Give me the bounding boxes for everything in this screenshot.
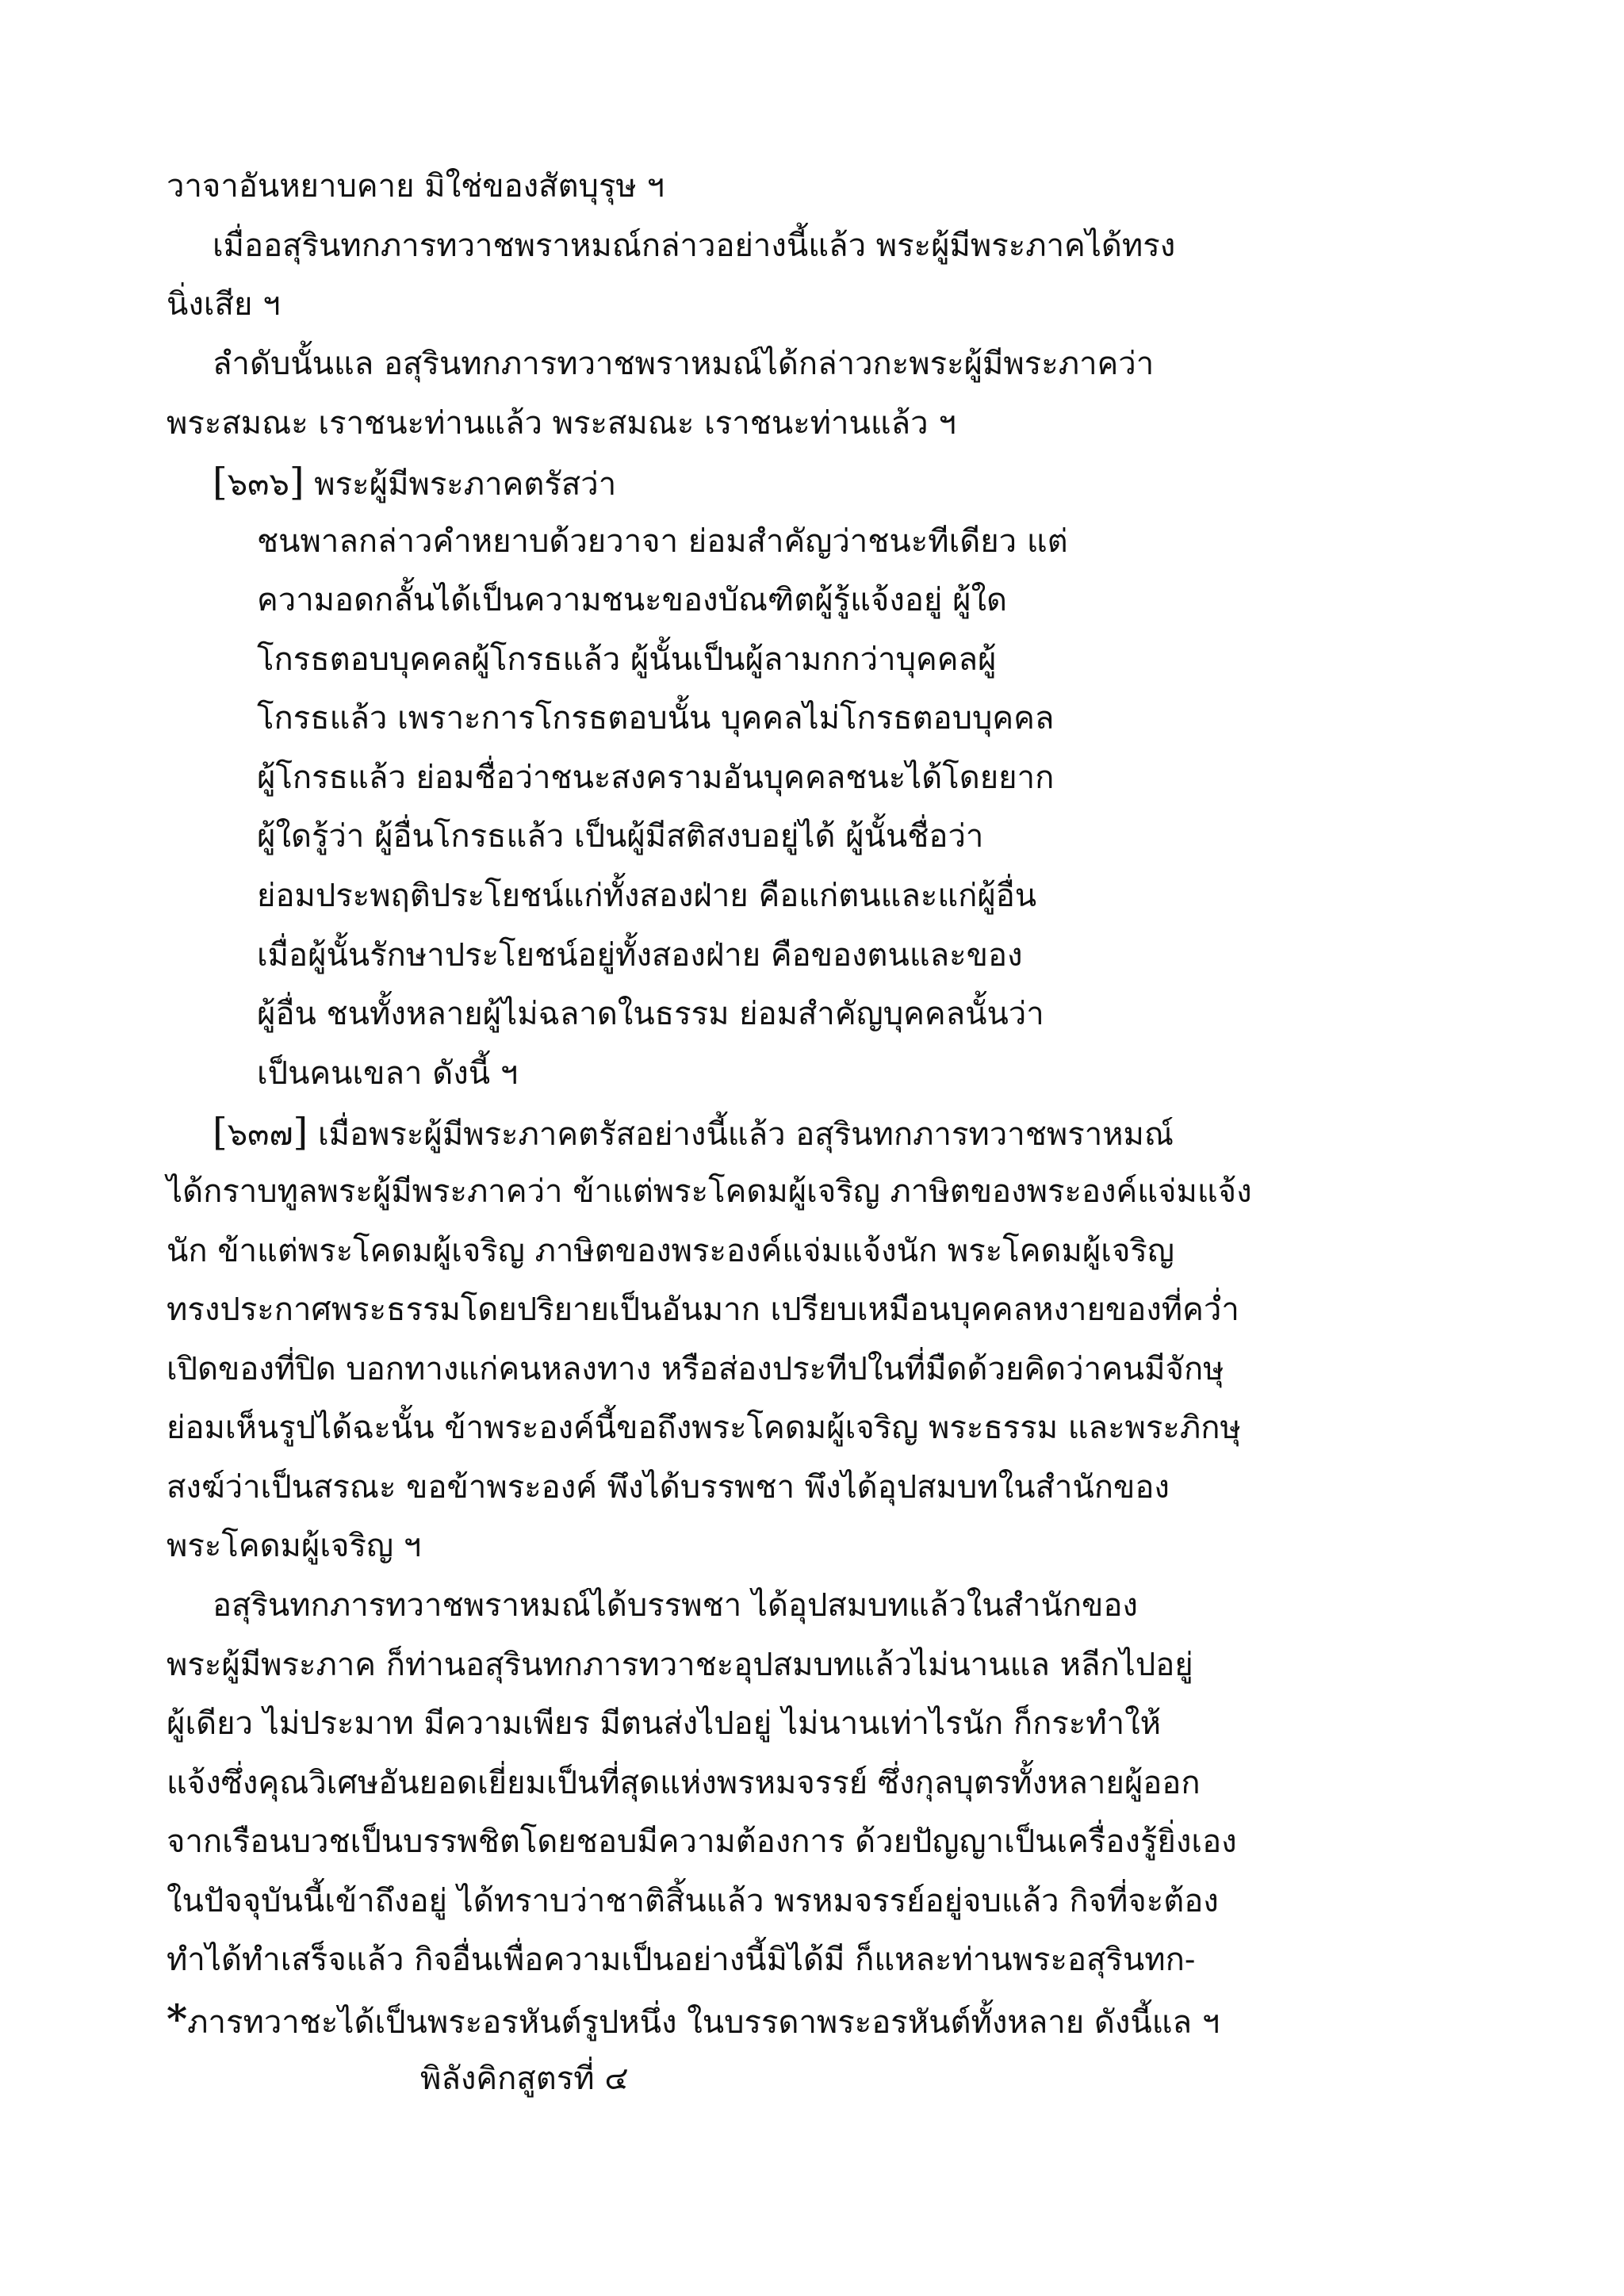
bracket-open: [ xyxy=(213,1110,228,1154)
verse-line: ชนพาลกล่าวคำหยาบด้วยวาจา ย่อมสำคัญว่าชนะทีเดียว แต่ xyxy=(257,523,1068,560)
text-line: วาจาอันหยาบคาย มิใช่ของสัตบุรุษ ฯ xyxy=(167,168,665,205)
verse-line: ผู้ใดรู้ว่า ผู้อื่นโกรธแล้ว เป็นผู้มีสติสงบอยู่ได้ ผู้นั้นชื่อว่า xyxy=(257,818,984,855)
paragraph-number: ๖๓๗ xyxy=(227,1116,293,1153)
text-line: แจ้งซึ่งคุณวิเศษอันยอดเยี่ยมเป็นที่สุดแห่งพรหมจรรย์ ซึ่งกุลบุตรทั้งหลายผู้ออก xyxy=(167,1765,1201,1801)
text-line: นิ่งเสีย ฯ xyxy=(167,286,281,323)
text-line: เปิดของที่ปิด บอกทางแก่คนหลงทาง หรือส่องประทีปในที่มืดด้วยคิดว่าคนมีจักษุ xyxy=(167,1351,1224,1387)
text-line: ผู้เดียว ไม่ประมาท มีความเพียร มีตนส่งไปอยู่ ไม่นานเท่าไรนัก ก็กระทำให้ xyxy=(167,1705,1162,1742)
text-line: ทรงประกาศพระธรรมโดยปริยายเป็นอันมาก เปรียบเหมือนบุคคลหงายของที่คว่ำ xyxy=(167,1292,1239,1328)
text-line: ในปัจจุบันนี้เข้าถึงอยู่ ได้ทราบว่าชาติสิ้นแล้ว พรหมจรรย์อยู่จบแล้ว กิจที่จะต้อง xyxy=(167,1883,1219,1919)
paragraph-first-line: เมื่ออสุรินทกภารทวาชพราหมณ์กล่าวอย่างนี้แล้ว พระผู้มีพระภาคได้ทรง xyxy=(213,228,1176,264)
text-line: นัก ข้าแต่พระโคดมผู้เจริญ ภาษิตของพระองค์แจ่มแจ้งนัก พระโคดมผู้เจริญ xyxy=(167,1233,1174,1269)
verse-line: โกรธตอบบุคคลผู้โกรธแล้ว ผู้นั้นเป็นผู้ลามกกว่าบุคคลผู้ xyxy=(257,641,997,678)
next-section-heading: พิลังคิกสูตรที่ ๔ xyxy=(420,2061,629,2097)
last-line xyxy=(167,1996,1220,2043)
verse-line: โกรธแล้ว เพราะการโกรธตอบนั้น บุคคลไม่โกรธตอบบุคคล xyxy=(257,700,1055,737)
verse-line: เมื่อผู้นั้นรักษาประโยชน์อยู่ทั้งสองฝ่าย คือของตนและของ xyxy=(257,937,1023,974)
text-line: พระสมณะ เราชนะท่านแล้ว พระสมณะ เราชนะท่านแล้ว ฯ xyxy=(167,405,956,442)
bracket-close: ] xyxy=(293,1110,308,1154)
paragraph-text: พระผู้มีพระภาคตรัสว่า xyxy=(304,466,617,503)
verse-line: ผู้โกรธแล้ว ย่อมชื่อว่าชนะสงครามอันบุคคลชนะได้โดยยาก xyxy=(257,760,1055,796)
verse-line: เป็นคนเขลา ดังนี้ ฯ xyxy=(257,1055,519,1092)
paragraph-636-heading xyxy=(213,458,616,506)
paragraph-number: ๖๓๖ xyxy=(227,466,289,503)
text-line: ย่อมเห็นรูปได้ฉะนั้น ข้าพระองค์นี้ขอถึงพระโคดมผู้เจริญ พระธรรม และพระภิกษุ xyxy=(167,1410,1241,1446)
text-line: พระโคดมผู้เจริญ ฯ xyxy=(167,1528,422,1564)
verse-line: ผู้อื่น ชนทั้งหลายผู้ไม่ฉลาดในธรรม ย่อมสำคัญบุคคลนั้นว่า xyxy=(257,996,1044,1032)
bracket-close: ] xyxy=(289,460,304,504)
asterisk-mark: * xyxy=(167,1996,188,2042)
verse-line: ย่อมประพฤติประโยชน์แก่ทั้งสองฝ่าย คือแก่ตนและแก่ผู้อื่น xyxy=(257,878,1037,914)
text-line: จากเรือนบวชเป็นบรรพชิตโดยชอบมีความต้องการ ด้วยปัญญาเป็นเครื่องรู้ยิ่งเอง xyxy=(167,1823,1237,1860)
paragraph-first-line: ลำดับนั้นแล อสุรินทกภารทวาชพราหมณ์ได้กล่าวกะพระผู้มีพระภาคว่า xyxy=(213,346,1155,382)
bracket-open: [ xyxy=(213,460,228,504)
paragraph-text: เมื่อพระผู้มีพระภาคตรัสอย่างนี้แล้ว อสุรินทกภารทวาชพราหมณ์ xyxy=(308,1116,1174,1153)
paragraph-first-line: อสุรินทกภารทวาชพราหมณ์ได้บรรพชา ได้อุปสมบทแล้วในสำนักของ xyxy=(213,1587,1138,1624)
last-line-text: ภารทวาชะได้เป็นพระอรหันต์รูปหนึ่ง ในบรรดาพระอรหันต์ทั้งหลาย ดังนี้แล ฯ xyxy=(187,2004,1220,2041)
text-line: สงฆ์ว่าเป็นสรณะ ขอข้าพระองค์ พึงได้บรรพชา พึงได้อุปสมบทในสำนักของ xyxy=(167,1469,1170,1506)
text-line: ได้กราบทูลพระผู้มีพระภาคว่า ข้าแต่พระโคดมผู้เจริญ ภาษิตของพระองค์แจ่มแจ้ง xyxy=(167,1173,1252,1210)
verse-line: ความอดกลั้นได้เป็นความชนะของบัณฑิตผู้รู้แจ้งอยู่ ผู้ใด xyxy=(257,582,1008,618)
text-line: ทำได้ทำเสร็จแล้ว กิจอื่นเพื่อความเป็นอย่างนี้มิได้มี ก็แหละท่านพระอสุรินทก- xyxy=(167,1942,1196,1978)
text-line: พระผู้มีพระภาค ก็ท่านอสุรินทกภารทวาชะอุปสมบทแล้วไม่นานแล หลีกไปอยู่ xyxy=(167,1647,1193,1683)
paragraph-637-heading xyxy=(213,1108,1174,1156)
